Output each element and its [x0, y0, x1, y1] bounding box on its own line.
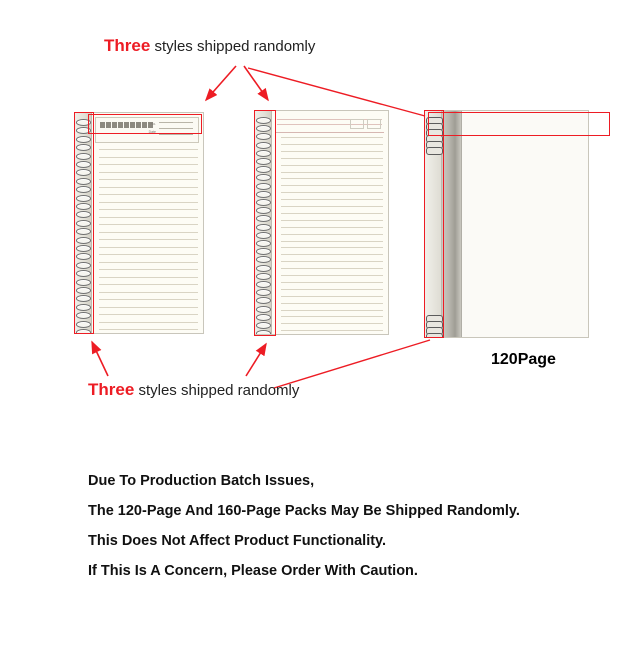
- ruled-line: [99, 269, 198, 270]
- ruled-line: [99, 299, 198, 300]
- ruled-line: [281, 323, 383, 324]
- header-label-no: No.: [150, 122, 156, 126]
- ruled-line: [99, 254, 198, 255]
- notice-line: The 120-Page And 160-Page Packs May Be Shipped Randomly.: [88, 503, 520, 519]
- ruled-line: [281, 310, 383, 311]
- ruled-line: [99, 292, 198, 293]
- ruled-line: [281, 192, 383, 193]
- annotation-bottom: [88, 380, 299, 400]
- ruled-line: [99, 284, 198, 285]
- notebook-right-inner: [425, 111, 588, 337]
- ruled-line: [281, 206, 383, 207]
- ruled-line: [281, 247, 383, 248]
- ruled-line: [99, 322, 198, 323]
- header-boxes-icon: [350, 119, 381, 129]
- ruled-line: [99, 187, 198, 188]
- annotation-bottom-plain: styles shipped randomly: [134, 382, 300, 399]
- ruled-line: [281, 172, 383, 173]
- right-spine-highlight: [424, 110, 444, 338]
- ruled-line: [99, 149, 198, 150]
- notebook-right-cover: [461, 111, 588, 337]
- ruled-line: [99, 277, 198, 278]
- left-spine-highlight: [74, 112, 94, 334]
- annotation-bottom-strong: Three: [88, 380, 135, 399]
- ruled-line: [281, 158, 383, 159]
- notice-line: If This Is A Concern, Please Order With Caution.: [88, 563, 418, 579]
- ruled-line: [281, 220, 383, 221]
- arrow-top-to-center-book: [244, 66, 268, 100]
- ruled-line: [99, 247, 198, 248]
- arrow-top-to-left-book: [206, 66, 236, 100]
- ruled-line: [99, 172, 198, 173]
- notebook-center-ruled-lines: [277, 111, 388, 334]
- top-long-highlight: [428, 112, 610, 136]
- ruled-line: [281, 151, 383, 152]
- ruled-line: [99, 314, 198, 315]
- ruled-line: [281, 137, 383, 138]
- notebook-left-ruled-lines: [95, 113, 203, 333]
- ruled-line: [281, 227, 383, 228]
- ruled-line: [99, 217, 198, 218]
- ruled-line: [99, 262, 198, 263]
- ruled-line: [281, 330, 383, 331]
- ruled-line: [281, 289, 383, 290]
- annotation-top-strong: Three: [104, 36, 151, 55]
- notice-line: This Does Not Affect Product Functionality.: [88, 533, 387, 549]
- arrow-bottom-to-center-book: [246, 344, 266, 376]
- arrow-top-to-right-book: [248, 68, 425, 116]
- ruled-line: [99, 179, 198, 180]
- ruled-line: [99, 157, 198, 158]
- ruled-line: [281, 316, 383, 317]
- center-spine-highlight: [254, 110, 276, 336]
- ruled-line: [281, 234, 383, 235]
- ruled-line: [281, 296, 383, 297]
- ruled-line: [281, 241, 383, 242]
- header-band-highlight: [88, 114, 202, 134]
- ruled-line: [281, 275, 383, 276]
- notebook-right: [424, 110, 589, 338]
- ruled-line: [281, 144, 383, 145]
- ruled-line: [281, 185, 383, 186]
- ruled-line: [281, 199, 383, 200]
- header-label-date: Date: [148, 130, 156, 134]
- ruled-line: [99, 232, 198, 233]
- ruled-line: [281, 303, 383, 304]
- ruled-line: [99, 194, 198, 195]
- notebook-right-spine: [441, 111, 462, 337]
- ruled-line: [281, 268, 383, 269]
- arrow-bottom-to-left-book: [92, 342, 108, 376]
- production-notice: [88, 466, 588, 586]
- ruled-line: [99, 164, 198, 165]
- annotation-top: [104, 36, 315, 56]
- ruled-line: [99, 239, 198, 240]
- notebook-center-header-band: [275, 116, 384, 133]
- ruled-line: [99, 307, 198, 308]
- ruled-line: [281, 282, 383, 283]
- ruled-line: [281, 213, 383, 214]
- ruled-line: [281, 254, 383, 255]
- ruled-line: [99, 202, 198, 203]
- notebook-left-inner: [75, 113, 203, 333]
- annotation-top-plain: styles shipped randomly: [150, 38, 316, 55]
- ruled-line: [281, 165, 383, 166]
- ruled-line: [281, 178, 383, 179]
- notice-line: Due To Production Batch Issues,: [88, 473, 315, 489]
- ruled-line: [281, 261, 383, 262]
- page-count-label: 120Page: [491, 351, 556, 368]
- ruled-line: [99, 209, 198, 210]
- ruled-line: [99, 224, 198, 225]
- ruled-line: [99, 329, 198, 330]
